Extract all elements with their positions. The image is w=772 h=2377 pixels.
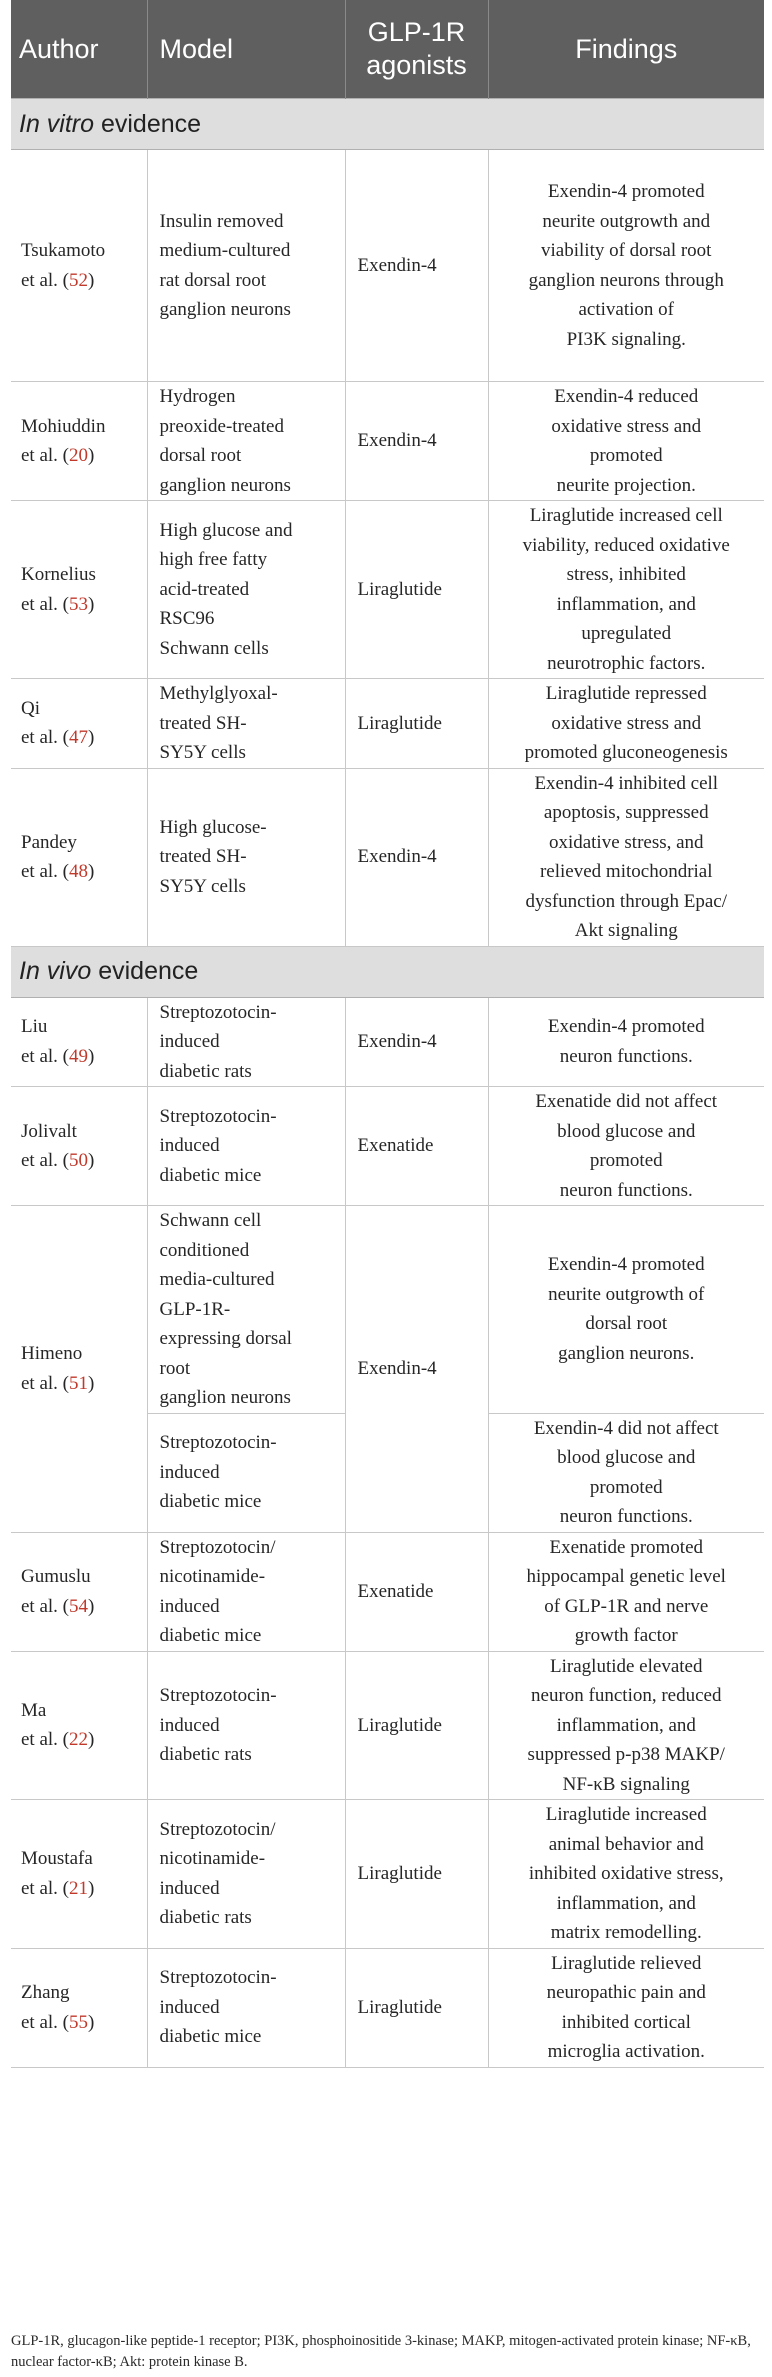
cell-line: diabetic mice: [159, 1491, 262, 1513]
model-cell: [147, 1413, 345, 1532]
model-cell: [147, 1206, 345, 1414]
cell-line: Liraglutide elevated: [550, 1655, 703, 1677]
cell-line: relieved mitochondrial: [539, 861, 713, 882]
agonist-cell: Liraglutide: [345, 1651, 488, 1800]
cell-line: dorsal root: [585, 1313, 668, 1335]
reference-link[interactable]: 21: [69, 1877, 89, 1899]
header-agonists-line1: GLP-1R: [367, 17, 466, 47]
author-name: Kornelius: [21, 564, 96, 585]
cell-line: induced: [159, 1996, 220, 2018]
cell-line: High glucose and: [159, 519, 293, 541]
agonist-cell: Liraglutide: [345, 679, 488, 769]
reference-link[interactable]: 48: [69, 861, 89, 882]
table-row: [11, 997, 764, 1087]
cell-line: stress, inhibited: [566, 564, 686, 585]
model-cell: [147, 501, 345, 679]
cell-line: preoxide-treated: [159, 415, 284, 437]
author-etal: et al. (: [21, 1877, 70, 1899]
author-name: Pandey: [21, 831, 77, 853]
agonist-cell: Liraglutide: [345, 1948, 488, 2067]
model-cell: [147, 997, 345, 1087]
cell-line: promoted: [589, 1150, 663, 1171]
author-etal: et al. (: [21, 1045, 70, 1067]
findings-cell: [488, 1413, 764, 1532]
cell-line: ganglion neurons through: [528, 269, 724, 291]
cell-line: induced: [159, 1135, 220, 1157]
cell-line: apoptosis, suppressed: [543, 802, 709, 823]
cell-line: Streptozotocin-: [159, 1001, 277, 1023]
cell-line: diabetic rats: [159, 1907, 252, 1929]
author-cell: Ma et al. (22): [11, 1651, 147, 1800]
findings-cell: [488, 1206, 764, 1414]
table-row: [11, 150, 764, 382]
author-etal: et al. (: [21, 861, 70, 882]
author-name: Jolivalt: [21, 1120, 77, 1142]
cell-line: Streptozotocin-: [159, 1432, 277, 1454]
cell-line: Exendin-4 promoted: [547, 181, 705, 202]
cell-line: ganglion neurons: [159, 1387, 291, 1408]
cell-line: RSC96: [159, 608, 215, 630]
cell-line: diabetic mice: [159, 1164, 262, 1186]
cell-line: Schwann cell: [159, 1210, 262, 1231]
cell-line: root: [159, 1357, 191, 1379]
table-row: [11, 501, 764, 679]
author-etal: et al. (: [21, 1729, 70, 1751]
agonist-cell: Exendin-4: [345, 997, 488, 1087]
reference-link[interactable]: 22: [69, 1729, 89, 1751]
cell-line: Hydrogen: [159, 386, 236, 407]
cell-line: diabetic mice: [159, 1625, 262, 1646]
table-row: [11, 382, 764, 501]
model-cell: [147, 150, 345, 382]
cell-line: conditioned: [159, 1239, 250, 1261]
findings-cell: [488, 1948, 764, 2067]
cell-line: blood glucose and: [557, 1120, 696, 1142]
cell-line: media-cultured: [159, 1269, 275, 1290]
section-heading: [11, 99, 764, 150]
cell-line: of GLP-1R and nerve: [544, 1595, 709, 1617]
header-findings: Findings: [488, 0, 764, 99]
author-cell: Pandey et al. (48): [11, 768, 147, 946]
author-name: Gumuslu: [21, 1566, 91, 1587]
cell-line: Streptozotocin/: [159, 1818, 276, 1840]
agonist-cell: Exenatide: [345, 1087, 488, 1206]
table-row: [11, 679, 764, 769]
model-cell: [147, 768, 345, 946]
author-cell: Zhang et al. (55): [11, 1948, 147, 2067]
reference-link[interactable]: 49: [69, 1045, 89, 1067]
author-etal: et al. (: [21, 1372, 70, 1394]
cell-line: inflammation, and: [556, 1892, 696, 1914]
table-row: [11, 1948, 764, 2067]
section-heading: [11, 946, 764, 997]
model-cell: [147, 382, 345, 501]
header-model: Model: [147, 0, 345, 99]
cell-line: Exenatide promoted: [549, 1536, 704, 1558]
author-cell: Qi et al. (47): [11, 679, 147, 769]
cell-line: SY5Y cells: [159, 875, 246, 897]
cell-line: Insulin removed: [159, 210, 284, 232]
model-cell: [147, 1087, 345, 1206]
cell-line: diabetic mice: [159, 2026, 262, 2048]
author-cell: Gumuslu et al. (54): [11, 1532, 147, 1651]
cell-line: neurite outgrowth of: [548, 1283, 705, 1305]
agonist-cell: Liraglutide: [345, 501, 488, 679]
cell-line: induced: [159, 1461, 220, 1483]
reference-link[interactable]: 55: [69, 2011, 89, 2033]
cell-line: Streptozotocin/: [159, 1536, 276, 1558]
author-name: Mohiuddin: [21, 415, 106, 437]
cell-line: dorsal root: [159, 445, 242, 466]
cell-line: high free fatty: [159, 549, 268, 571]
section-heading-italic: In vivo: [19, 957, 92, 985]
reference-link[interactable]: 52: [69, 269, 89, 291]
cell-line: diabetic rats: [159, 1060, 252, 1082]
table-row: [11, 1087, 764, 1206]
table-wrapper: [11, 0, 764, 2068]
section-in-vitro: [11, 99, 764, 150]
author-etal: et al. (: [21, 269, 70, 291]
cell-line: inflammation, and: [556, 593, 696, 615]
author-name: Liu: [21, 1016, 48, 1038]
cell-line: inflammation, and: [556, 1714, 696, 1736]
section-in-vivo: [11, 946, 764, 997]
cell-line: neuron function, reduced: [531, 1685, 722, 1706]
table-footnote: GLP-1R, glucagon-like peptide-1 receptor; PI3K, phosphoinositide 3-kinase; MAKP, mitogen-activated protein kinase; NF-κB, nuclear factor-κB; Akt: protein kinase B.: [11, 2333, 751, 2370]
cell-line: viability, reduced oxidative: [522, 534, 730, 556]
cell-line: induced: [159, 1595, 220, 1617]
cell-line: diabetic rats: [159, 1744, 252, 1765]
cell-line: ganglion neurons: [159, 474, 291, 496]
cell-line: oxidative stress and: [551, 415, 702, 437]
author-cell: Tsukamoto et al. (52): [11, 150, 147, 382]
cell-line: oxidative stress, and: [548, 831, 704, 853]
cell-line: Exendin-4 inhibited cell: [534, 772, 719, 794]
findings-cell: [488, 1087, 764, 1206]
table-row: [11, 1206, 764, 1414]
findings-cell: [488, 382, 764, 501]
author-cell: Jolivalt et al. (50): [11, 1087, 147, 1206]
header-author: Author: [11, 0, 147, 99]
cell-line: Liraglutide repressed: [545, 683, 707, 704]
author-name: Tsukamoto: [21, 240, 106, 261]
cell-line: ganglion neurons.: [558, 1342, 695, 1364]
cell-line: matrix remodelling.: [550, 1922, 702, 1943]
agonist-cell: Exendin-4: [345, 382, 488, 501]
cell-line: inhibited oxidative stress,: [528, 1863, 724, 1884]
cell-line: induced: [159, 1714, 220, 1736]
section-heading-rest: evidence: [91, 957, 199, 985]
cell-line: treated SH-: [159, 846, 247, 868]
cell-line: Exendin-4 promoted: [547, 1016, 705, 1038]
author-etal: et al. (: [21, 2011, 70, 2033]
cell-line: Liraglutide increased: [545, 1804, 707, 1825]
cell-line: promoted: [589, 1476, 663, 1498]
table-row: [11, 1800, 764, 1949]
cell-line: PI3K signaling.: [566, 328, 686, 350]
reference-link[interactable]: 20: [69, 445, 89, 466]
author-cell: Moustafa et al. (21): [11, 1800, 147, 1949]
cell-line: hippocampal genetic level: [526, 1566, 726, 1587]
cell-line: neurite outgrowth and: [542, 210, 711, 232]
cell-line: suppressed p-p38 MAKP/: [527, 1744, 725, 1765]
model-cell: [147, 679, 345, 769]
cell-line: viability of dorsal root: [541, 240, 712, 261]
table-row: [11, 768, 764, 946]
cell-line: induced: [159, 1877, 220, 1899]
cell-line: Streptozotocin-: [159, 1105, 277, 1127]
cell-line: Methylglyoxal-: [159, 683, 278, 704]
cell-line: treated SH-: [159, 712, 247, 734]
cell-line: microglia activation.: [547, 2041, 705, 2062]
reference-link[interactable]: 51: [69, 1372, 89, 1394]
header-agonists-line2: agonists: [366, 50, 467, 80]
evidence-table: [11, 0, 764, 2068]
cell-line: growth factor: [574, 1625, 678, 1646]
cell-line: neuron functions.: [559, 1506, 693, 1527]
findings-cell: [488, 1800, 764, 1949]
section-heading-rest: evidence: [94, 109, 202, 138]
author-cell: Mohiuddin et al. (20): [11, 382, 147, 501]
author-name: Himeno: [21, 1343, 83, 1365]
findings-cell: [488, 679, 764, 769]
reference-link[interactable]: 53: [69, 593, 89, 615]
cell-line: NF-κB signaling: [562, 1773, 690, 1795]
reference-link[interactable]: 50: [69, 1150, 89, 1171]
agonist-cell: Exendin-4: [345, 150, 488, 382]
findings-cell: [488, 768, 764, 946]
cell-line: expressing dorsal: [159, 1328, 292, 1349]
cell-line: neurotrophic factors.: [547, 652, 706, 674]
cell-line: High glucose-: [159, 816, 267, 838]
author-cell: Himeno et al. (51): [11, 1206, 147, 1533]
model-cell: [147, 1800, 345, 1949]
model-cell: [147, 1948, 345, 2067]
cell-line: Exendin-4 promoted: [547, 1254, 705, 1276]
agonist-cell: Exenatide: [345, 1532, 488, 1651]
cell-line: GLP-1R-: [159, 1298, 231, 1320]
author-etal: et al. (: [21, 1150, 70, 1171]
agonist-cell: Exendin-4: [345, 1206, 488, 1533]
findings-cell: [488, 997, 764, 1087]
header-agonists: [345, 0, 488, 99]
cell-line: Streptozotocin-: [159, 1685, 277, 1706]
cell-line: Exenatide did not affect: [535, 1091, 718, 1112]
cell-line: Exendin-4 reduced: [554, 386, 699, 407]
cell-line: dysfunction through Epac/: [525, 890, 728, 912]
cell-line: oxidative stress and: [551, 712, 702, 734]
author-name: Zhang: [21, 1982, 70, 2003]
reference-link[interactable]: 54: [69, 1595, 89, 1617]
cell-line: animal behavior and: [548, 1833, 704, 1855]
cell-line: Schwann cells: [159, 637, 269, 659]
cell-line: blood glucose and: [557, 1447, 696, 1468]
cell-line: activation of: [578, 299, 674, 320]
table-row: [11, 1532, 764, 1651]
findings-cell: [488, 150, 764, 382]
cell-line: promoted gluconeogenesis: [524, 742, 728, 763]
model-cell: [147, 1651, 345, 1800]
cell-line: rat dorsal root: [159, 269, 267, 291]
author-name: Qi: [21, 697, 40, 719]
author-cell: Liu et al. (49): [11, 997, 147, 1087]
cell-line: Exendin-4 did not affect: [533, 1417, 719, 1439]
model-cell: [147, 1532, 345, 1651]
findings-cell: [488, 1651, 764, 1800]
author-cell: Kornelius et al. (53): [11, 501, 147, 679]
cell-line: inhibited cortical: [561, 2011, 691, 2033]
agonist-cell: Exendin-4: [345, 768, 488, 946]
cell-line: SY5Y cells: [159, 742, 246, 763]
cell-line: Akt signaling: [574, 920, 678, 941]
cell-line: Liraglutide increased cell: [529, 505, 723, 526]
cell-line: neurite projection.: [556, 474, 696, 496]
cell-line: ganglion neurons: [159, 299, 291, 320]
cell-line: Streptozotocin-: [159, 1967, 277, 1989]
header-row: [11, 0, 764, 99]
author-etal: et al. (: [21, 445, 70, 466]
author-etal: et al. (: [21, 593, 70, 615]
author-etal: et al. (: [21, 727, 70, 749]
cell-line: promoted: [589, 445, 663, 466]
cell-line: Liraglutide relieved: [551, 1952, 702, 1974]
findings-cell: [488, 501, 764, 679]
cell-line: upregulated: [581, 623, 672, 644]
cell-line: nicotinamide-: [159, 1566, 266, 1587]
cell-line: acid-treated: [159, 578, 250, 600]
findings-cell: [488, 1532, 764, 1651]
cell-line: neuron functions.: [559, 1179, 693, 1201]
table-row: [11, 1651, 764, 1800]
cell-line: nicotinamide-: [159, 1848, 266, 1870]
section-heading-italic: In vitro: [19, 109, 95, 138]
cell-line: medium-cultured: [159, 240, 291, 261]
cell-line: induced: [159, 1031, 220, 1052]
reference-link[interactable]: 47: [69, 727, 89, 749]
author-name: Moustafa: [21, 1848, 93, 1870]
author-name: Ma: [21, 1699, 47, 1721]
cell-line: neuron functions.: [559, 1045, 693, 1067]
cell-line: neuropathic pain and: [546, 1982, 706, 2003]
agonist-cell: Liraglutide: [345, 1800, 488, 1949]
author-etal: et al. (: [21, 1595, 70, 1617]
